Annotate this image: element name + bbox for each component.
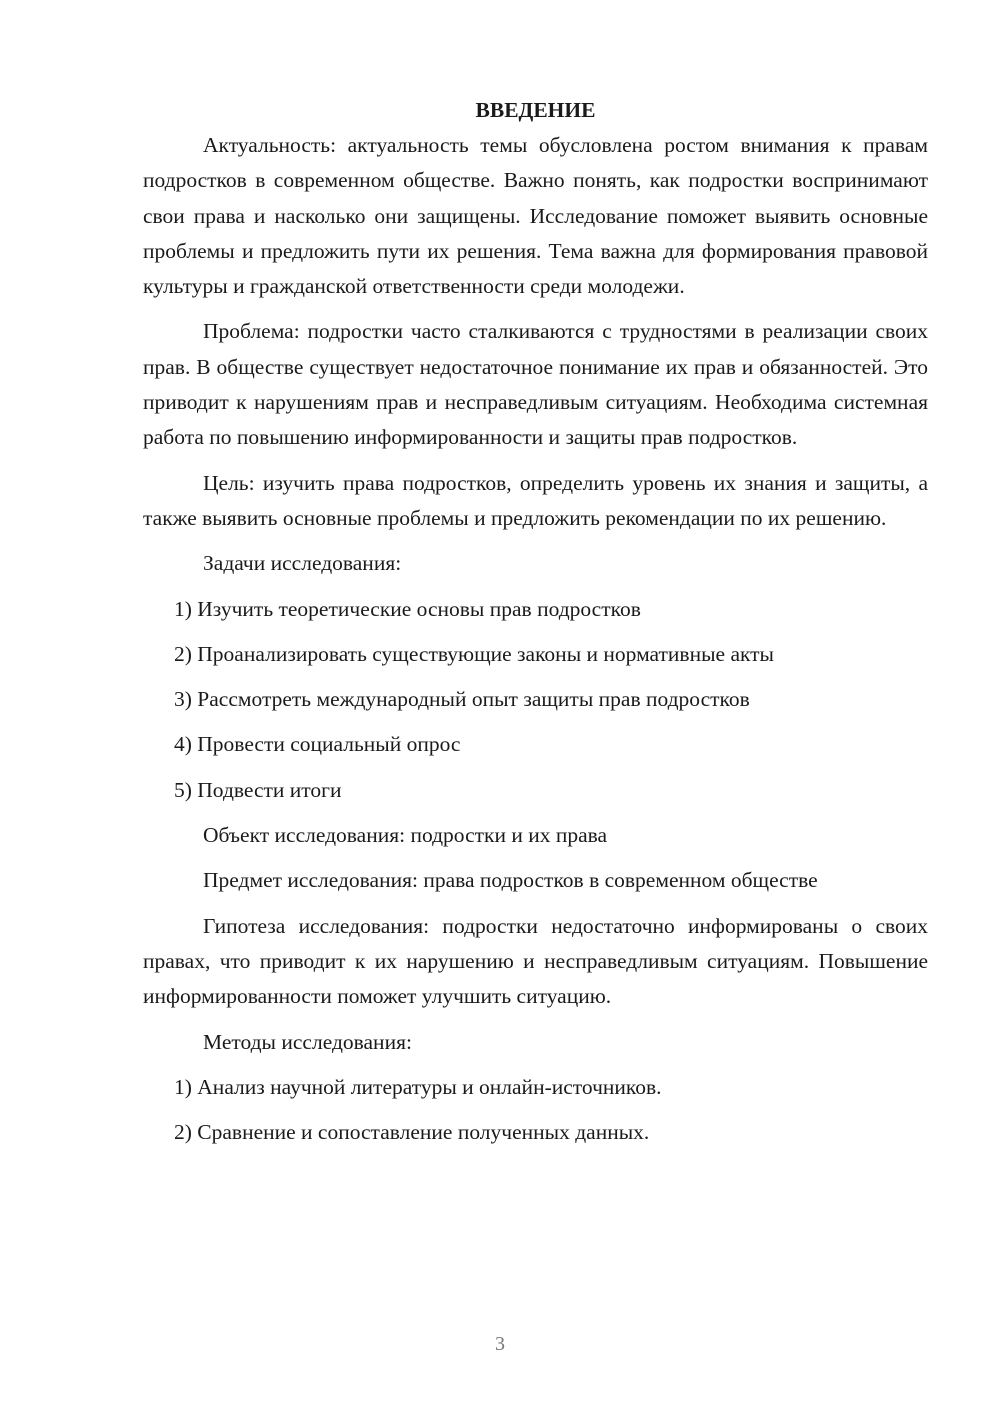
problem-paragraph: Проблема: подростки часто сталкиваются с трудностями в реализации своих прав. В обществе существует недостаточное понимание их прав и обязанностей. Это приводит к нарушениям прав и несправедливым ситуациям. Необходима системная работа по повышению информированности и защиты прав подростков. bbox=[143, 319, 928, 450]
method-item: 1) Анализ научной литературы и онлайн-источников. bbox=[174, 1074, 662, 1099]
tasks-heading: Задачи исследования: bbox=[203, 551, 402, 576]
task-item: 1) Изучить теоретические основы прав подростков bbox=[174, 596, 641, 621]
task-item: 5) Подвести итоги bbox=[174, 777, 342, 802]
goal-paragraph: Цель: изучить права подростков, определить уровень их знания и защиты, а также выявить основные проблемы и предложить рекомендации по их решению. bbox=[143, 470, 928, 530]
hypothesis-paragraph: Гипотеза исследования: подростки недостаточно информированы о своих правах, что приводит к их нарушению и несправедливым ситуациям. Повышение информированности поможет улучшить ситуацию. bbox=[143, 913, 928, 1009]
page-content bbox=[143, 94, 928, 1160]
task-item: 4) Провести социальный опрос bbox=[174, 732, 461, 757]
method-item: 2) Сравнение и сопоставление полученных данных. bbox=[174, 1120, 650, 1145]
relevance-paragraph: Актуальность: актуальность темы обусловлена ростом внимания к правам подростков в современном обществе. Важно понять, как подростки воспринимают свои права и насколько они защищены. Исследование поможет выявить основные проблемы и предложить пути их решения. Тема важна для формирования правовой культуры и гражданской ответственности среди молодежи. bbox=[143, 133, 928, 299]
page-title: ВВЕДЕНИЕ bbox=[475, 98, 596, 122]
task-item: 2) Проанализировать существующие законы и нормативные акты bbox=[174, 641, 774, 666]
task-item: 3) Рассмотреть международный опыт защиты прав подростков bbox=[174, 687, 750, 712]
research-object: Объект исследования: подростки и их права bbox=[203, 823, 608, 848]
methods-heading: Методы исследования: bbox=[203, 1029, 412, 1054]
research-subject: Предмет исследования: права подростков в современном обществе bbox=[203, 868, 818, 893]
page-number: 3 bbox=[495, 1333, 505, 1355]
